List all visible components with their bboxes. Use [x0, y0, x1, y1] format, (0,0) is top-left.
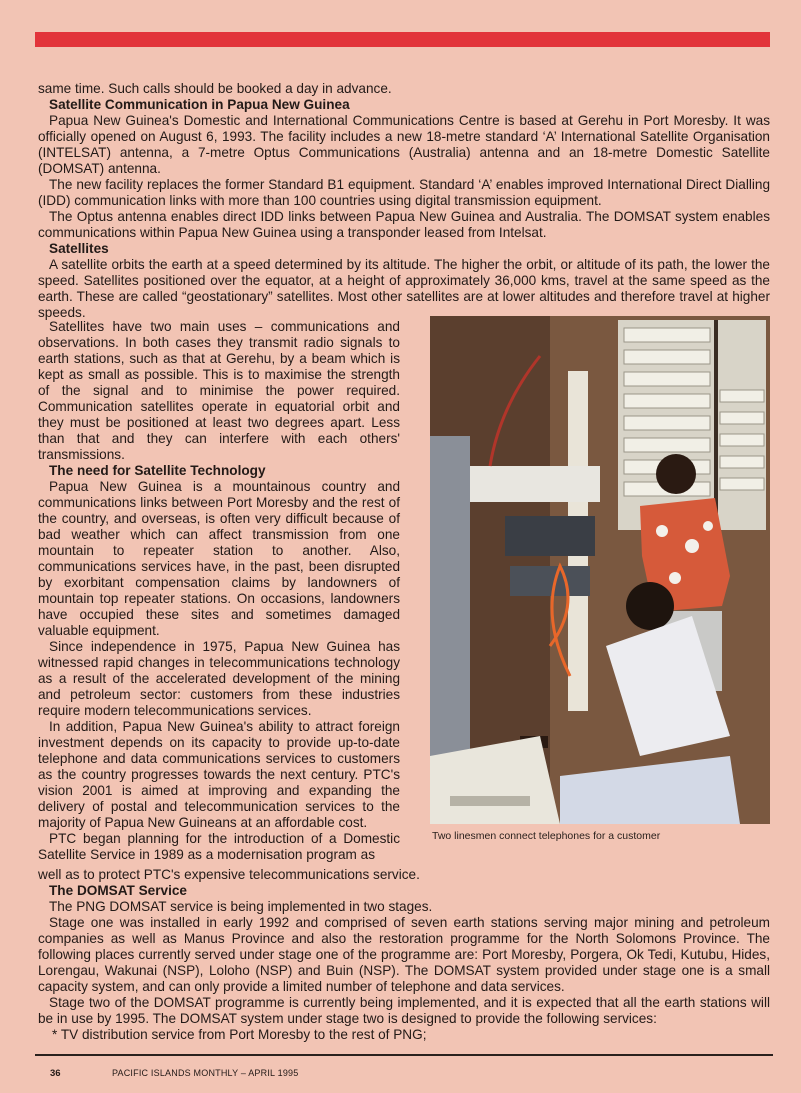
bullet-item: * TV distribution service from Port Moresby to the rest of PNG; — [52, 1027, 427, 1042]
paragraph: Stage one was installed in early 1992 and comprised of seven earth stations serving major mining and petroleum companies as well as Manus Province and also the restoration programme for the North Solomons Province. The following places currently served under stage one of the programme are: Port Moresby, Porgera, Ok Tedi, Kutubu, Hides, Lorengau, Wakunai (NSP), Loloho (NSP) and Buin (NSP). The DOMSAT system provided under stage one is a small capacity system, and can only provide a limited number of telephone and data services. — [38, 915, 770, 994]
paragraph: well as to protect PTC's expensive telecommunications service. — [38, 867, 420, 882]
paragraph: In addition, Papua New Guinea's ability to attract foreign investment depends on its capacity to provide up-to-date telephone and data communications services to customers as the country progresses towards the next century. PTC's vision 2001 is aimed at improving and expanding the delivery of postal and telecommunication services to the majority of Papua New Guineans at an affordable cost. — [38, 719, 400, 830]
magazine-footer: PACIFIC ISLANDS MONTHLY – APRIL 1995 — [112, 1068, 299, 1078]
heading-satellites: Satellites — [49, 241, 109, 256]
header-red-bar — [35, 32, 770, 47]
paragraph: The PNG DOMSAT service is being implemented in two stages. — [49, 899, 433, 914]
bottom-text-block — [38, 867, 770, 1043]
footer-rule — [35, 1054, 773, 1056]
paragraph: Papua New Guinea is a mountainous country and communications links between Port Moresby and the rest of the country, and overseas, is often very difficult because of bad weather which can affect transmission from one mountain to repeater station to another. Also, communications services have, in the past, been disrupted by exorbitant compensation claims by landowners of mountain top repeater stations. On occasions, landowners have occupied these sites and sometimes damaged valuable equipment. — [38, 479, 400, 638]
photo-caption: Two linesmen connect telephones for a customer — [432, 830, 661, 842]
paragraph: The new facility replaces the former Standard B1 equipment. Standard ‘A’ enables improved International Direct Dialling (IDD) communication links with more than 100 countries using digital transmission equipment. — [38, 177, 770, 208]
paragraph: A satellite orbits the earth at a speed determined by its altitude. The higher the orbit, or altitude of its path, the lower the speed. Satellites positioned over the equator, at a height of approximately 36,000 kms, travel at the same speed as the earth. These are called “geostationary” satellites. Most other satellites are at lower altitudes and therefore travel at higher speeds. — [38, 257, 770, 320]
linesmen-photo — [430, 316, 770, 824]
paragraph: The Optus antenna enables direct IDD links between Papua New Guinea and Australia. The DOMSAT system enables communications within Papua New Guinea using a transponder leased from Intelsat. — [38, 209, 770, 240]
paragraph: Stage two of the DOMSAT programme is currently being implemented, and it is expected that all the earth stations will be in use by 1995. The DOMSAT system under stage two is designed to provide the following services: — [38, 995, 770, 1026]
left-column — [38, 319, 400, 863]
heading-need-for-satellite-technology: The need for Satellite Technology — [49, 463, 266, 478]
paragraph: Satellites have two main uses – communications and observations. In both cases they transmit radio signals to earth stations, such as that at Gerehu, by a beam which is kept as small as possible. This is to maximise the strength of the signal and to minimise the power required. Communication satellites operate in equatorial orbit and they must be positioned at least two degrees apart. Less than that and they can interfere with each others' transmissions. — [38, 319, 400, 462]
paragraph: Papua New Guinea's Domestic and International Communications Centre is based at Gerehu in Port Moresby. It was officially opened on August 6, 1993. The facility includes a new 18-metre standard ‘A’ International Satellite Organisation (INTELSAT) antenna, a 7-metre Optus Communications (Australia) antenna and an 18-metre Domestic Satellite (DOMSAT) antenna. — [38, 113, 770, 176]
top-text-block — [38, 81, 770, 321]
paragraph: PTC began planning for the introduction of a Domestic Satellite Service in 1989 as a modernisation program as — [38, 831, 400, 862]
continued-paragraph: same time. Such calls should be booked a day in advance. — [38, 81, 392, 96]
heading-satellite-communication: Satellite Communication in Papua New Guinea — [49, 97, 350, 112]
page-number: 36 — [50, 1068, 61, 1079]
paragraph: Since independence in 1975, Papua New Guinea has witnessed rapid changes in telecommunications technology as a result of the accelerated development of the mining and petroleum sector: customers from these industries require modern telecommunications services. — [38, 639, 400, 718]
heading-domsat-service: The DOMSAT Service — [49, 883, 187, 898]
